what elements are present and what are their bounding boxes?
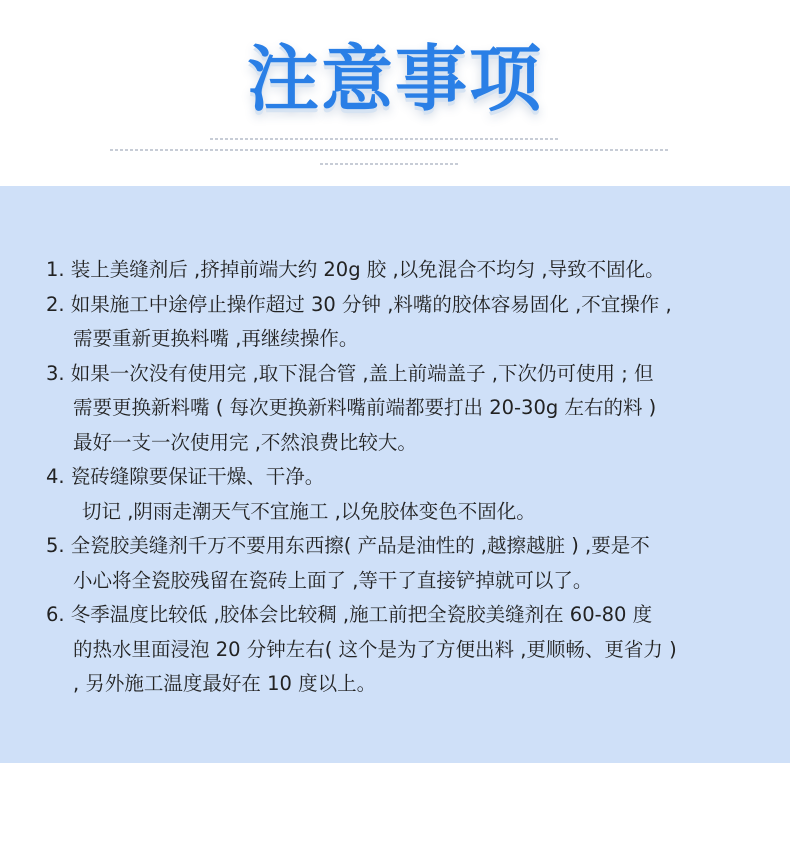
note-line: 需要重新更换料嘴 ,再继续操作。 [73,327,359,350]
notes-list [46,253,776,702]
note-line: 6. 冬季温度比较低 ,胶体会比较稠 ,施工前把全瓷胶美缝剂在 60-80 度 [46,603,653,626]
note-line: 2. 如果施工中途停止操作超过 30 分钟 ,料嘴的胶体容易固化 ,不宜操作 , [46,292,672,316]
fine-line [320,163,460,165]
note-line: 的热水里面浸泡 20 分钟左右( 这个是为了方便出料 ,更顺畅、更省力 ) [73,637,677,661]
note-line: 需要更换新料嘴 ( 每次更换新料嘴前端都要打出 20-30g 左右的料 ) [73,396,657,419]
note-line: 切记 ,阴雨走潮天气不宜施工 ,以免胶体变色不固化。 [82,499,536,523]
header [0,0,790,186]
note-line: 5. 全瓷胶美缝剂千万不要用东西擦( 产品是油性的 ,越擦越脏 ) ,要是不 [46,534,650,557]
note-line: 4. 瓷砖缝隙要保证干燥、干净。 [46,465,325,488]
fine-line [210,138,560,140]
note-line: 小心将全瓷胶残留在瓷砖上面了 ,等干了直接铲掉就可以了。 [73,568,593,592]
note-line: 最好一支一次使用完 ,不然浪费比较大。 [73,430,417,454]
note-line: 1. 装上美缝剂后 ,挤掉前端大约 20g 胶 ,以免混合不均匀 ,导致不固化。 [46,258,665,281]
note-line: , 另外施工温度最好在 10 度以上。 [73,672,377,695]
note-line: 3. 如果一次没有使用完 ,取下混合管 ,盖上前端盖子 ,下次仍可使用 ; 但 [46,361,654,385]
fine-line [110,149,670,151]
page-title: 注意事项 [246,37,543,121]
decorative-fine-print [110,138,680,174]
